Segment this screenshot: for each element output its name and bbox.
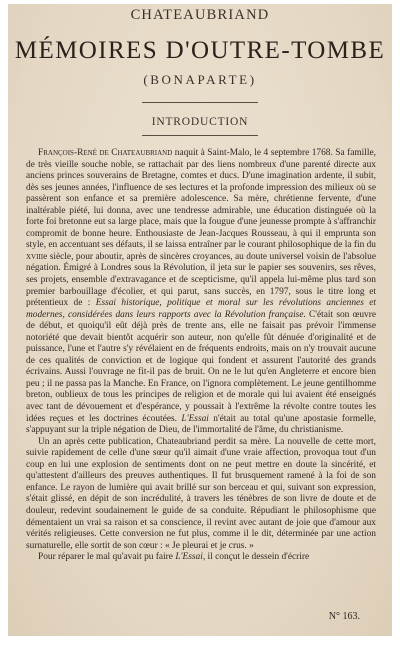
- name-lead: François-René de Chateaubriand: [38, 148, 173, 158]
- book-page: [8, 4, 392, 636]
- paragraph-3-part-2: , il conçut le dessein d'écrire: [202, 552, 310, 563]
- section-heading: INTRODUCTION: [151, 116, 249, 128]
- title-divider: [142, 102, 258, 103]
- paragraph-3: [26, 552, 376, 564]
- paragraph-1: [26, 148, 376, 437]
- paragraph-1-part-4: n'était au total qu'une apostasie formelle, s'appuyant sur la triple négation de Dieu, de l'immortalité de l'âme, du christianisme.: [26, 413, 376, 436]
- paragraph-2: Un an après cette publication, Chateaubriand perdit sa mère. La nouvelle de cette mort, suivie rapidement de celle d'une sœur qu'il aimait d'une vraie affection, provoqua tout d'un coup en lui une explosion de sentiments dont on ne peut mettre en doute la sincérité, et qu'attestent d'ailleurs des preuves authentiques. Il fut brusquement ramené à la foi de son enfance. Le rayon de lumière qui avait brillé sur son berceau et qui, suivant son expression, s'était glissé, en dépit de son incrédulité, à travers les ténèbres de son livre de doute et de douleur, redevint soudainement le guide de sa conduite. Répudiant le philosophisme que démentaient un vrai sa raison et sa conscience, il revint avec autant de joie que d'amour aux vérités religieuses. Cette conversion ne fut plus, comme il le dit, déterminée par une action surnaturelle, elle sortit de son cœur : « Je pleurai et je crus. »: [26, 436, 376, 551]
- page-number: N° 163.: [328, 611, 360, 622]
- section-divider: [142, 135, 258, 136]
- century-numeral: xviii: [26, 251, 44, 262]
- essai-short-title: L'Essai: [181, 413, 209, 424]
- author-name: CHATEAUBRIAND: [130, 7, 270, 23]
- book-subtitle: (BONAPARTE): [143, 72, 257, 87]
- paragraph-1-part-1: naquit à Saint-Malo, le 4 septembre 1768. Sa famille, de très vieille souche noble, se rattachait par des liens nombreux d'une parenté directe aux anciens princes souverains de Bretagne, comtes et ducs. D'une imagination ardente, il subit, dès ses jeunes années, l'influence de ses lectures et la profonde impression des milieux où se passèrent son enfance et sa première adolescence. Sa mère, chrétienne fervente, d'une inaltérable piété, lui donna, avec une tendresse admirable, une éducation distinguée où la forte foi bretonne eut sa large place, mais que la fougue d'une jeunesse prompte à s'affranchir compromit de bonne heure. Enthousiaste de Jean-Jacques Rousseau, à qui il emprunta son style, en accentuant ses défauts, il se laissa entraîner par le courant philosophique de la fin du: [26, 148, 377, 251]
- paragraph-1-part-3: C'était son œuvre de début, et quoiqu'il eût déjà près de trente ans, elle ne faisait pas prévoir l'immense notoriété que devait bientôt acquérir son auteur, non qu'elle fût dénuée d'originalité et de puissance, l'une et l'autre s'y révélaient en de fréquents endroits, mais on n'y trouvait aucune de ces qualités de conviction et de logique qui fondent et assurent l'autorité des grands écrivains. Aussi l'ouvrage ne fit-il pas de bruit. On ne le lut qu'en Angleterre et encore bien peu ; il ne passa pas la Manche. En France, on l'ignora complètement. Le jeune gentilhomme breton, oublieux de tous les principes de religion et de morale qui lui avaient été enseignés avec tant de dévouement et d'espérance, y poussait à l'extrême la révolte contre toutes les idées reçues et les doctrines écoutées.: [26, 309, 376, 424]
- book-title: MÉMOIRES D'OUTRE-TOMBE: [14, 37, 386, 64]
- body-text: [26, 148, 376, 564]
- essai-short-title-2: L'Essai: [175, 552, 203, 563]
- essai-full-title: Essai historique, politique et moral sur les révolutions anciennes et modernes, considérées dans leurs rapports avec la Révolution française.: [26, 298, 376, 320]
- paragraph-3-part-1: Pour réparer le mal qu'avait pu faire: [38, 552, 176, 563]
- paragraph-1-part-2: e siècle, pour aboutir, après de sincères croyances, au doute universel voisin de l'absolue négation. Émigré à Londres sous la Révolution, il jeta sur le papier ses souvenirs, ses rêves, ses projets, ensemble d'extravagance et de scepticisme, qu'il appela lui-même plus tard son premier barbouillage d'écolier, et qui parut, sans succès, en 1797, sous le titre long et prétentieux de :: [26, 251, 376, 309]
